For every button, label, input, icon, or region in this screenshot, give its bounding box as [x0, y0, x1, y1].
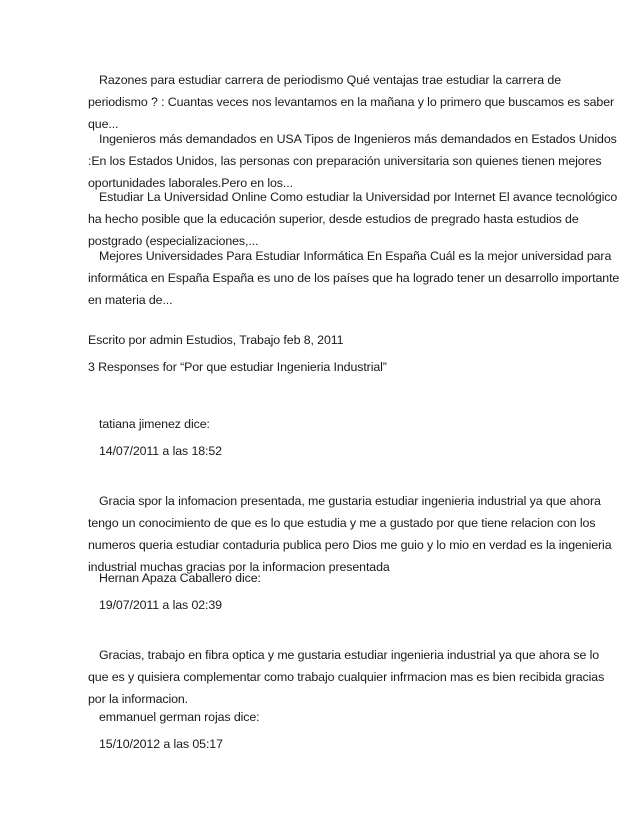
comment-date[interactable]: 15/10/2012 a las 05:17	[99, 737, 223, 751]
comment-body	[88, 644, 605, 710]
comment-body-line: que es y quisiera complementar como trabajo cualquier infrmacion mas es bien recibida gracias	[88, 670, 605, 684]
related-post-line: oportunidades laborales.Pero en los...	[88, 176, 293, 190]
related-post-line: informática en España España es uno de los países que ha logrado tener un desarrollo importante	[88, 271, 620, 285]
comment-author: Hernan Apaza Caballero dice:	[99, 571, 261, 585]
related-post-line: postgrado (especializaciones,...	[88, 234, 259, 248]
related-post-line: Razones para estudiar carrera de periodismo Qué ventajas trae estudiar la carrera de	[99, 73, 562, 87]
responses-heading: 3 Responses for “Por que estudiar Ingenieria Industrial”	[88, 360, 387, 374]
related-post-line: que...	[88, 117, 119, 131]
related-post-3[interactable]	[88, 186, 618, 252]
related-post-4[interactable]	[88, 245, 620, 311]
related-post-line: Ingenieros más demandados en USA Tipos de Ingenieros más demandados en Estados Unidos	[99, 132, 617, 146]
related-post-line: :En los Estados Unidos, las personas con preparación universitaria son quienes tienen mejores	[88, 154, 602, 168]
related-post-line: Estudiar La Universidad Online Como estudiar la Universidad por Internet El avance tecnológico	[99, 190, 618, 204]
related-post-line: en materia de...	[88, 293, 173, 307]
comment-body	[88, 490, 612, 578]
comment-body-line: por la informacion.	[88, 692, 189, 706]
comment-body-line: industrial muchas gracias por la informacion presentada	[88, 560, 390, 574]
related-post-1[interactable]	[88, 69, 615, 135]
comment-author: emmanuel german rojas dice:	[99, 710, 260, 724]
comment-body-line: Gracias, trabajo en fibra optica y me gustaria estudiar ingenieria industrial ya que ahora se lo	[99, 648, 600, 662]
related-post-line: ha hecho posible que la educación superior, desde estudios de pregrado hasta estudios de	[88, 212, 579, 226]
related-post-line: periodismo ? : Cuantas veces nos levantamos en la mañana y lo primero que buscamos es saber	[88, 95, 615, 109]
post-meta: Escrito por admin Estudios, Trabajo feb 8, 2011	[88, 333, 344, 347]
related-post-2[interactable]	[88, 128, 617, 194]
comment-body-line: Gracia spor la infomacion presentada, me gustaria estudiar ingenieria industrial ya que ahora	[99, 494, 601, 508]
comment-body-line: tengo un conocimiento de que es lo que estudia y me a gustado por que tiene relacion con los	[88, 516, 596, 530]
comment-date[interactable]: 14/07/2011 a las 18:52	[99, 444, 222, 458]
comment-body-line: numeros queria estudiar contaduria publica pero Dios me guio y lo mio en verdad es la ingenieria	[88, 538, 612, 552]
comment-date[interactable]: 19/07/2011 a las 02:39	[99, 598, 222, 612]
comment-author: tatiana jimenez dice:	[99, 417, 210, 431]
related-post-line: Mejores Universidades Para Estudiar Informática En España Cuál es la mejor universidad para	[99, 249, 612, 263]
